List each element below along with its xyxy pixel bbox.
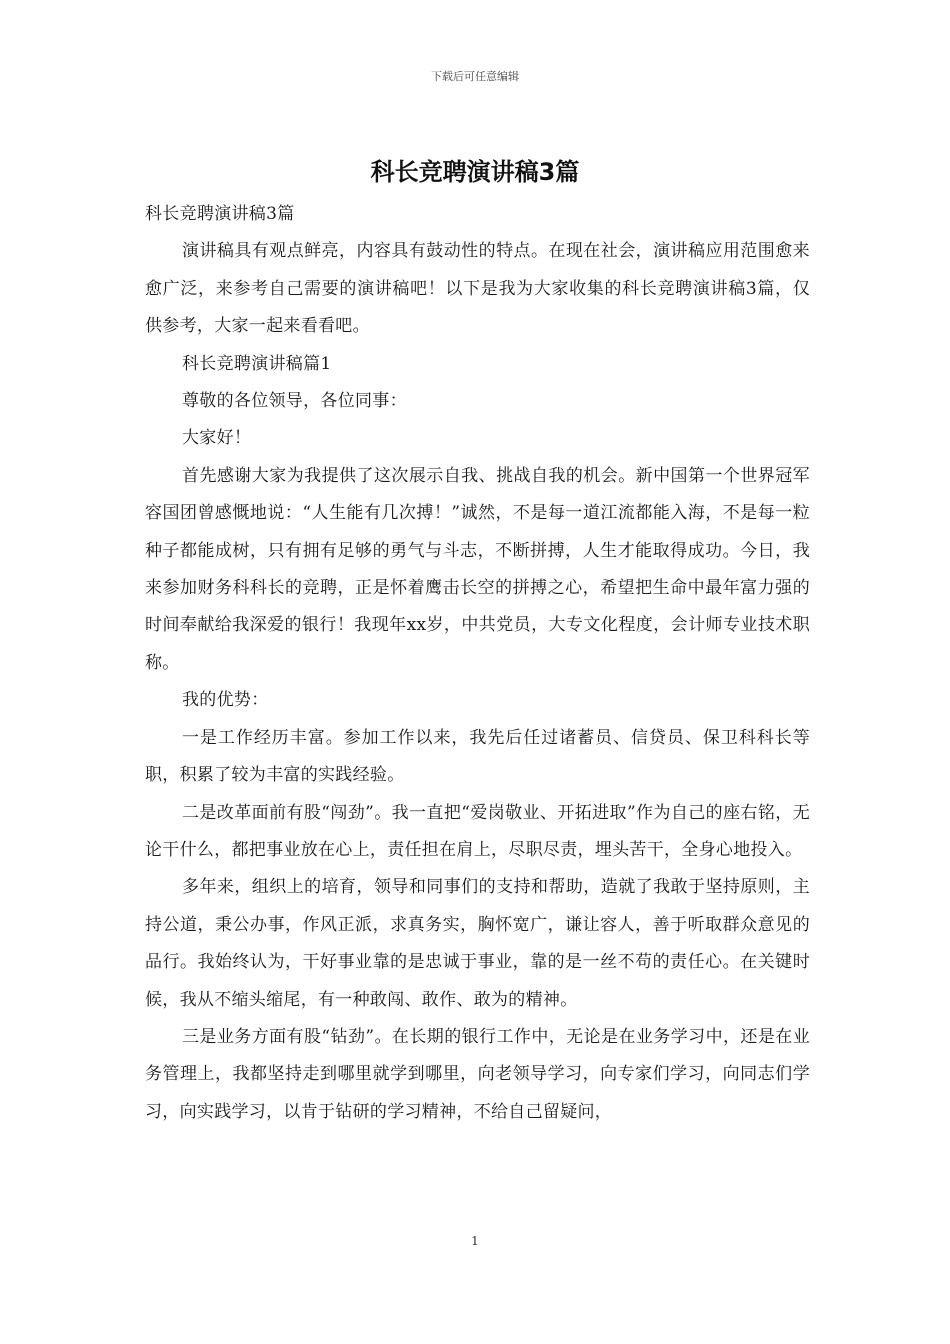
section-heading: 科长竞聘演讲稿篇1 <box>182 353 332 374</box>
paragraph-character: 多年来，组织上的培育，领导和同事们的支持和帮助，造就了我敢于坚持原则，主持公道，秉公办事，作风正派，求真务实，胸怀宽广，谦让容人，善于听取群众意见的品行。我始终认为，干好事业靠的是忠诚于事业，靠的是一丝不苟的责任心。在关键时候，我从不缩头缩尾，有一种敢闯、敢作、敢为的精神。 <box>145 877 810 1010</box>
page-header-note: 下载后可任意编辑 <box>431 70 519 83</box>
paragraph-intro: 演讲稿具有观点鲜亮，内容具有鼓动性的特点。在现在社会，演讲稿应用范围愈来愈广泛，来参考自己需要的演讲稿吧！以下是我为大家收集的科长竞聘演讲稿3篇，仅供参考，大家一起来看看吧。 <box>145 241 810 337</box>
paragraph-strength-1: 一是工作经历丰富。参加工作以来，我先后任过诸蓄员、信贷员、保卫科科长等职，积累了较为丰富的实践经验。 <box>145 727 810 786</box>
document-body <box>145 196 810 1131</box>
salutation: 尊敬的各位领导，各位同事： <box>182 391 407 412</box>
document-title: 科长竞聘演讲稿3篇 <box>370 158 580 186</box>
paragraph-opening: 首先感谢大家为我提供了这次展示自我、挑战自我的机会。新中国第一个世界冠军容国团曾感慨地说：“人生能有几次搏！”诚然，不是每一道江流都能入海，不是每一粒种子都能成树，只有拥有足够的勇气与斗志，不断拼搏，人生才能取得成功。今日，我来参加财务科科长的竞聘，正是怀着鹰击长空的拼搏之心，希望把生命中最年富力强的时间奉献给我深爱的银行！我现年xx岁，中共党员，大专文化程度，会计师专业技术职称。 <box>145 465 810 673</box>
document-subtitle: 科长竞聘演讲稿3篇 <box>145 204 295 224</box>
paragraph-strengths-heading: 我的优势： <box>182 690 269 711</box>
greeting: 大家好！ <box>182 428 252 449</box>
page-number: 1 <box>471 1234 479 1248</box>
paragraph-strength-2: 二是改革面前有股“闯劲”。我一直把“爱岗敬业、开拓进取”作为自己的座右铭，无论干什么，都把事业放在心上，责任担在肩上，尽职尽责，埋头苦干，全身心地投入。 <box>145 802 810 860</box>
paragraph-strength-3: 三是业务方面有股“钻劲”。在长期的银行工作中，无论是在业务学习中，还是在业务管理上，我都坚持走到哪里就学到哪里，向老领导学习，向专家们学习，向同志们学习，向实践学习，以肯于钻研的学习精神，不给自己留疑问， <box>145 1026 810 1122</box>
